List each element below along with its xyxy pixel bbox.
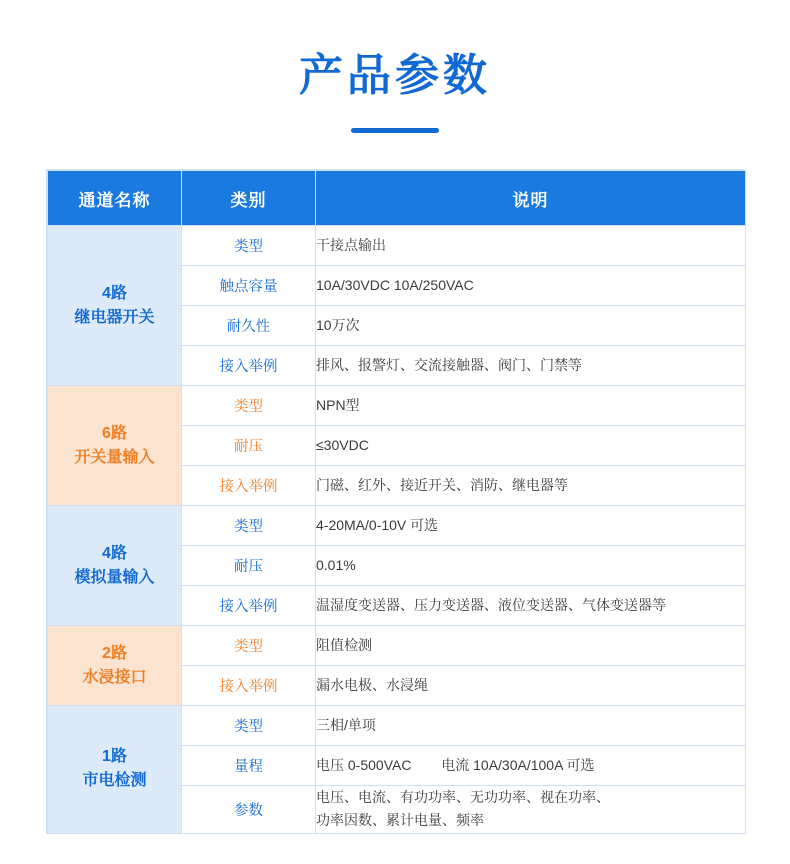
row-label: 接入举例 [182,346,316,386]
row-value [316,746,746,786]
table-row [48,386,746,426]
title-block [0,0,790,133]
title-underline [351,128,439,133]
row-value-line2: 功率因数、累计电量、频率 [316,812,484,829]
row-label: 类型 [182,386,316,426]
row-value: 10万次 [316,306,746,346]
row-value-line1: 电压、电流、有功功率、无功功率、视在功率、 [316,789,610,806]
row-value: 排风、报警灯、交流接触器、阀门、门禁等 [316,346,746,386]
group-name-line2: 开关量输入 [74,448,155,466]
table-row [48,226,746,266]
group-name-line1: 4路 [102,544,127,562]
page-title: 产品参数 [299,51,491,100]
row-value: 阻值检测 [316,626,746,666]
row-label: 类型 [182,706,316,746]
table-header-row [48,171,746,226]
group-name-line1: 6路 [102,424,127,442]
row-value: 三相/单项 [316,706,746,746]
row-value: 门磁、红外、接近开关、消防、继电器等 [316,466,746,506]
row-value: 10A/30VDC 10A/250VAC [316,266,746,306]
group-name-line2: 市电检测 [82,772,147,790]
row-value: 4-20MA/0-10V 可选 [316,506,746,546]
row-label: 量程 [182,746,316,786]
table-row [48,626,746,666]
table-row [48,706,746,746]
table-row [48,506,746,546]
row-label: 类型 [182,506,316,546]
row-value: NPN型 [316,386,746,426]
column-header-category: 类别 [182,171,316,226]
row-label: 耐久性 [182,306,316,346]
row-value: ≤30VDC [316,426,746,466]
row-label: 接入举例 [182,586,316,626]
column-header-description: 说明 [316,171,746,226]
group-name-relay [48,226,182,386]
row-label: 耐压 [182,426,316,466]
row-value: 漏水电极、水浸绳 [316,666,746,706]
column-header-channel: 通道名称 [48,171,182,226]
row-value: 干接点输出 [316,226,746,266]
row-value-current: 电流 10A/30A/100A 可选 [441,757,595,774]
group-name-water-leak [48,626,182,706]
row-label: 接入举例 [182,666,316,706]
row-label: 触点容量 [182,266,316,306]
row-value: 0.01% [316,546,746,586]
group-name-line2: 水浸接口 [82,668,147,686]
group-name-line2: 继电器开关 [74,308,155,326]
group-name-line2: 模拟量输入 [74,568,155,586]
spec-table-wrapper [46,169,744,833]
row-value-voltage: 电压 0-500VAC [316,757,412,774]
row-label: 参数 [182,786,316,833]
group-name-analog-input [48,506,182,626]
row-value [316,786,746,833]
row-label: 类型 [182,626,316,666]
group-name-line1: 2路 [102,644,127,662]
row-label: 耐压 [182,546,316,586]
group-name-line1: 1路 [102,748,127,766]
group-name-line1: 4路 [102,284,127,302]
row-label: 接入举例 [182,466,316,506]
group-name-mains-detection [48,706,182,833]
row-label: 类型 [182,226,316,266]
row-value: 温湿度变送器、压力变送器、液位变送器、气体变送器等 [316,586,746,626]
group-name-digital-input [48,386,182,506]
spec-table [47,170,746,833]
